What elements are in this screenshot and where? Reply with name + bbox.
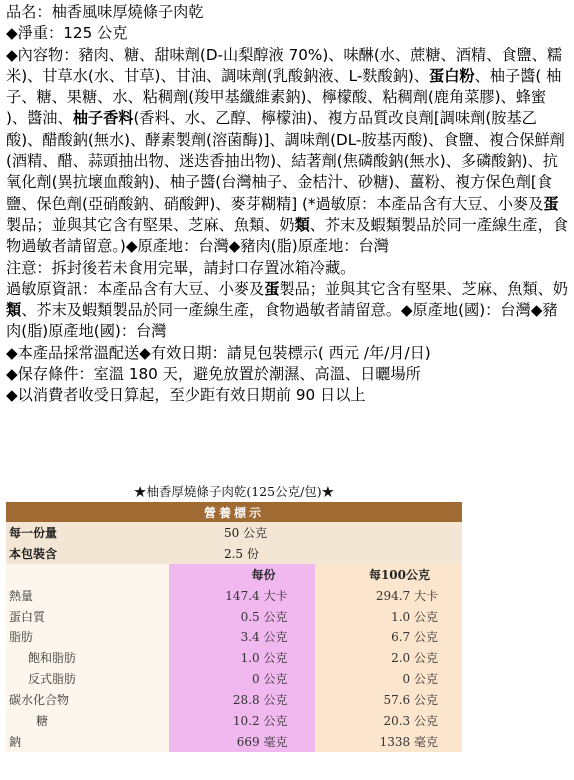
nutrient-name: 脂肪 [6,626,169,647]
nutrient-per-serving: 0 公克 [169,668,315,689]
nutrient-per-100g: 2.0 公克 [315,647,462,668]
nutrient-name: 蛋白質 [6,606,169,627]
shelf-life-guarantee: ◆以消費者收受日算起，至少距有效日期前 90 日以上 [6,386,366,405]
nutrition-header: 營養標示 [6,502,462,522]
nutrient-per-serving: 147.4 大卡 [169,585,315,606]
ingredients-part-4: 製品；並與其它含有堅果、芝麻、魚類、奶 [6,215,295,234]
nutrient-per-serving: 1.0 公克 [169,647,315,668]
nutrient-per-serving: 10.2 公克 [169,710,315,731]
nutrient-per-serving: 3.4 公克 [169,626,315,647]
nutrient-name: 鈉 [6,731,169,752]
allergen-part-2: 製品；並與其它含有堅果、芝麻、魚類、奶 [279,279,568,298]
storage-notice: 注意：拆封後若未食用完畢，請封口存置冰箱冷藏。 [6,258,356,277]
ingredients-part-1: ◆內容物：豬肉、糖、甜味劑(D-山梨醇液 70%)、味醂(水、蔗糖、酒精、食鹽、糯米)、甘草水(水、甘草)、甘油、調味劑(乳酸鈉液、L-麩酸鈉)、 [6,45,563,85]
nutrient-name: 飽和脂肪 [6,647,169,668]
allergen-egg: 蛋 [264,279,280,298]
product-spec-text [6,2,568,407]
table-row [6,668,462,689]
ingredients-part-5: 、芥末及蝦類製品於同一產線生產，食物過敏者請留意。)◆原產地：台灣◆豬肉(脂)原產地：台灣 [6,215,568,256]
servings-per-package-row [6,543,462,564]
allergen-info [6,279,568,343]
nutrient-name: 糖 [6,710,169,731]
table-row [6,689,462,710]
nutrition-table [6,502,462,752]
allergen-part-3: 、芥末及蝦類製品於同一產線生產，食物過敏者請留意。◆原產地(國)：台灣◆豬肉(脂)原產地(國)：台灣 [6,301,558,341]
nutrition-facts-panel [6,482,462,780]
net-weight: ◆淨重：125 公克 [6,24,128,43]
table-row [6,710,462,731]
nutrition-header-row [6,502,462,522]
nutrient-name: 反式脂肪 [6,668,169,689]
table-row [6,731,462,752]
nutrient-per-100g: 1338 毫克 [315,731,462,752]
servings-per-package-value: 2.5 份 [169,543,462,564]
nutrient-per-100g: 0 公克 [315,668,462,689]
table-row [6,647,462,668]
storage-conditions: ◆保存條件：室溫 180 天，避免放置於潮濕、高溫、日曬場所 [6,365,421,384]
ingredients-part-3: (香料、水、乙醇、檸檬油)、複方品質改良劑[調味劑(胺基乙酸)、醋酸鈉(無水)、酵素製劑(溶菌酶)]、調味劑(DL-胺基丙酸)、食鹽、複合保鮮劑(酒精、醋、蒜頭抽出物、迷迭香抽出物)、結著劑(焦磷酸鈉(無水)、多磷酸鈉)、抗氧化劑(異抗壞血酸鈉)、柚子醬(台灣柚子、金桔汁、砂糖)、薑粉、複方保色劑[食鹽、保色劑(亞硝酸鈉、硝酸鉀)、麥芽糊精] (*過敏原：本產品含有大豆、小麥及 [6,109,565,213]
nutrient-per-100g: 57.6 公克 [315,689,462,710]
nutrient-name: 熱量 [6,585,169,606]
column-header-per-serving: 每份 [169,564,315,585]
table-row [6,626,462,647]
column-header-nutrient [6,564,169,585]
table-row [6,585,462,606]
serving-size-value: 50 公克 [169,522,462,543]
serving-size-label: 每一份量 [6,522,169,543]
nutrient-per-100g: 20.3 公克 [315,710,462,731]
allergen-class: 類 [6,301,22,320]
nutrient-per-serving: 669 毫克 [169,731,315,752]
ingredients-allergen-egg-powder: 蛋白粉 [429,66,475,85]
delivery-info: ◆本產品採常溫配送◆有效日期：請見包裝標示( 西元 /年/月/日) [6,343,431,362]
product-name: 品名：柚香風味厚燒條子肉乾 [6,3,204,21]
nutrient-per-100g: 6.7 公克 [315,626,462,647]
nutrient-name: 碳水化合物 [6,689,169,710]
nutrition-caption: ★柚香厚燒條子肉乾(125公克/包)★ [133,484,335,499]
column-header-per-100g: 每100公克 [315,564,462,585]
ingredients-yuzu-flavor: 柚子香料 [72,109,134,128]
ingredients-allergen-egg: 蛋 [543,194,559,213]
ingredients-part-2: 、柚子醬( 柚子、糖、果糖、水、粘稠劑(羧甲基纖維素鈉)、檸檬酸、粘稠劑(鹿角菜膠)、蜂蜜 )、醬油、 [6,66,562,128]
nutrient-per-100g: 294.7 大卡 [315,585,462,606]
ingredients-allergen-class: 類 [294,215,310,234]
nutrient-per-serving: 0.5 公克 [169,606,315,627]
ingredients [6,45,568,258]
nutrient-per-serving: 28.8 公克 [169,689,315,710]
servings-per-package-label: 本包裝含 [6,543,169,564]
nutrient-per-100g: 1.0 公克 [315,606,462,627]
allergen-part-1: 過敏原資訊：本產品含有大豆、小麥及 [6,279,265,298]
table-row [6,606,462,627]
nutrition-column-headers [6,564,462,585]
serving-size-row [6,522,462,543]
